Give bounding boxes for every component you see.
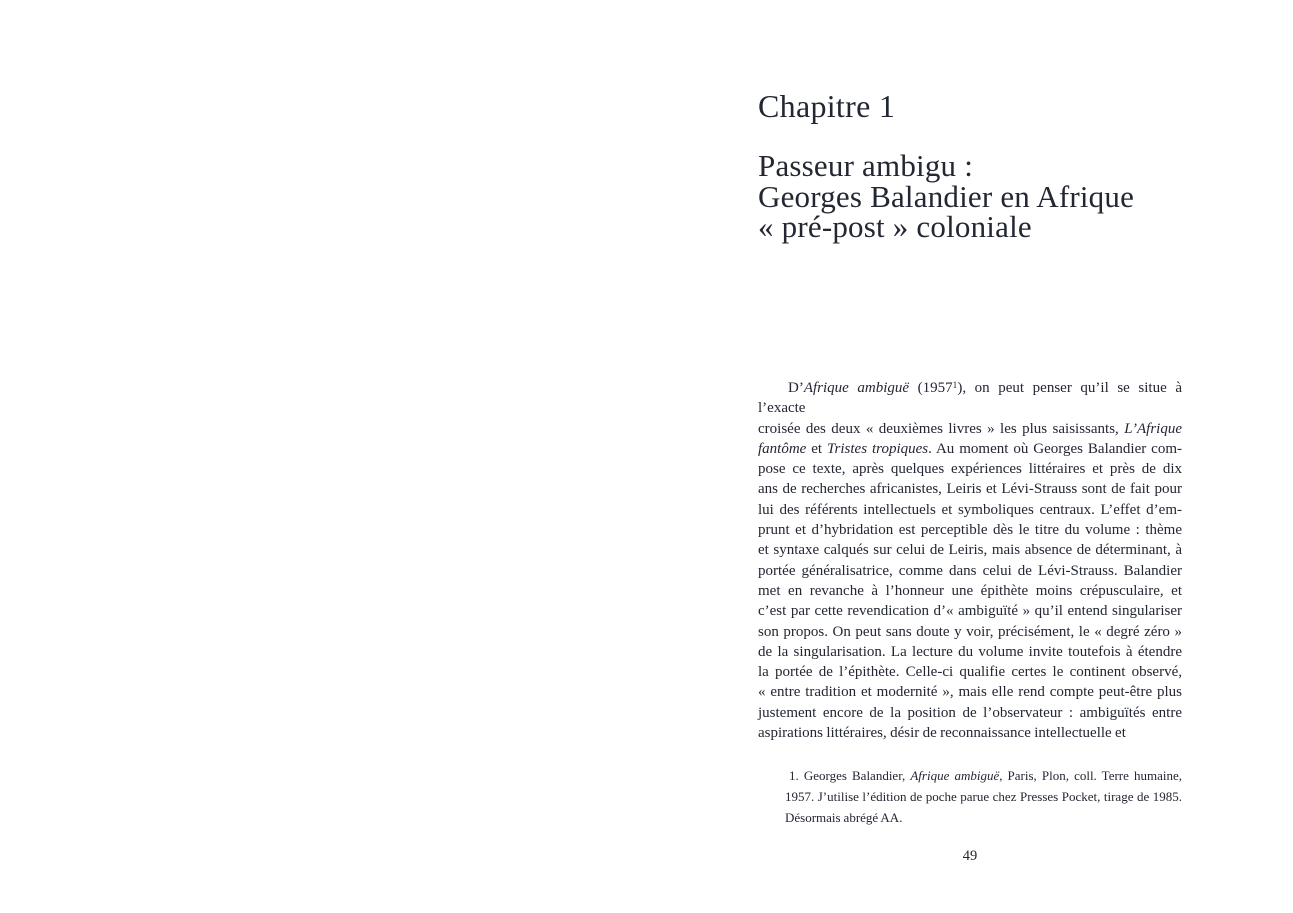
chapter-title-line: « pré-post » coloniale bbox=[758, 209, 1032, 244]
book-page-text-column bbox=[758, 0, 1182, 913]
footnote-marker: 1 bbox=[952, 380, 958, 391]
chapter-title-line: Passeur ambigu : bbox=[758, 148, 974, 183]
body-text-line: fantôme et Tristes tropiques. Au moment où Georges Balandier com- bbox=[758, 440, 1182, 457]
chapter-label: Chapitre 1 bbox=[758, 88, 896, 124]
body-paragraph bbox=[758, 378, 1182, 743]
body-text-line: son propos. On peut sans doute y voir, précisément, le « degré zéro » bbox=[758, 623, 1182, 640]
body-text-line: pose ce texte, après quelques expériences littéraires et près de dix bbox=[758, 461, 1182, 478]
chapter-title-line: Georges Balandier en Afrique bbox=[758, 178, 1135, 214]
body-text-line: ans de recherches africanistes, Leiris et Lévi-Strauss sont de fait pour bbox=[758, 481, 1182, 498]
body-text-line: de la singularisation. La lecture du volume invite toutefois à étendre bbox=[758, 643, 1182, 660]
chapter-title bbox=[758, 148, 1135, 244]
body-text-line: prunt et d’hybridation est perceptible dès le titre du volume : thème bbox=[758, 522, 1182, 539]
footnote-text-line: Désormais abrégé AA. bbox=[785, 810, 903, 825]
body-text-line: et syntaxe calqués sur celui de Leiris, mais absence de déterminant, à bbox=[758, 542, 1182, 559]
body-text-line: met en revanche à l’honneur une épithète moins crépusculaire, et bbox=[758, 582, 1182, 599]
body-text-line: c’est par cette revendication d’« ambiguïté » qu’il entend singulariser bbox=[758, 603, 1182, 620]
body-text-line: D’Afrique ambiguë (1957$^1$), on peut penser qu’il se situe à l’exacte bbox=[758, 380, 1182, 417]
body-text-line: aspirations littéraires, désir de reconnaissance intellectuelle et bbox=[758, 725, 1126, 742]
body-text-line: justement encore de la position de l’observateur : ambiguïtés entre bbox=[758, 704, 1182, 721]
footnote-text-line: 1957. J’utilise l’édition de poche parue chez Presses Pocket, tirage de 1985. bbox=[785, 789, 1182, 804]
body-text-line: lui des référents intellectuels et symboliques centraux. L’effet d’em- bbox=[758, 501, 1182, 518]
body-text-line: la portée de l’épithète. Celle-ci qualifie certes le continent observé, bbox=[758, 664, 1182, 681]
footnote bbox=[785, 765, 1182, 828]
body-text-line: croisée des deux « deuxièmes livres » les plus saisissants, L’Afrique bbox=[758, 420, 1182, 437]
page-number: 49 bbox=[962, 848, 978, 864]
body-text-line: « entre tradition et modernité », mais elle rend compte peut-être plus bbox=[758, 684, 1182, 701]
body-text-line: portée généralisatrice, comme dans celui de Lévi-Strauss. Balandier bbox=[758, 562, 1182, 579]
footnote-text-line: 1. Georges Balandier, Afrique ambiguë, Paris, Plon, coll. Terre humaine, bbox=[789, 768, 1182, 783]
